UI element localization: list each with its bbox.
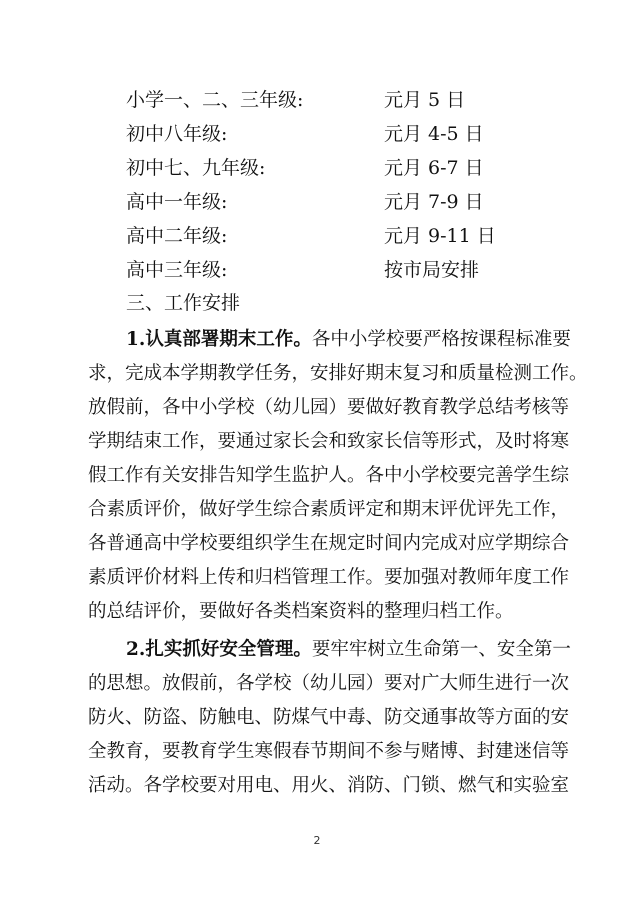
schedule-grade-label: 初中八年级: [126, 123, 228, 145]
paragraph-line [126, 323, 571, 357]
paragraph-title: 2.扎实抓好安全管理。 [126, 639, 312, 660]
paragraph-line: 假工作有关安排告知学生监护人。各中小学校要完善学生综 [88, 465, 570, 486]
page-number: 2 [313, 834, 321, 847]
schedule-date: 元月 7-9 日 [384, 191, 484, 213]
paragraph-text: 各中小学校要严格按课程标准要 [311, 329, 571, 350]
schedule-row [126, 151, 526, 185]
schedule-grade-label: 高中三年级: [126, 259, 228, 281]
paragraph-line: 学期结束工作，要通过家长会和致家长信等形式，及时将寒 [88, 431, 570, 452]
paragraph-line: 的思想。放假前，各学校（幼儿园）要对广大师生进行一次 [88, 673, 570, 694]
paragraph-line: 求，完成本学期教学任务，安排好期末复习和质量检测工作。 [88, 363, 588, 384]
schedule-date: 按市局安排 [384, 259, 480, 281]
schedule-date: 元月 4-5 日 [384, 123, 484, 145]
schedule-row [126, 117, 526, 151]
paragraph-text: 要牢牢树立生命第一、安全第一 [311, 639, 571, 660]
paragraph-title: 1.认真部署期末工作。 [126, 329, 312, 350]
schedule-grade-label: 高中二年级: [126, 225, 228, 247]
schedule-row [126, 219, 526, 253]
paragraph-line: 活动。各学校要对用电、用火、消防、门锁、燃气和实验室 [88, 775, 570, 796]
paragraph-line: 全教育，要教育学生寒假春节期间不参与赌博、封建迷信等 [88, 741, 570, 762]
paragraph-line: 放假前，各中小学校（幼儿园）要做好教育教学总结考核等 [88, 397, 570, 418]
paragraph-line: 的总结评价，要做好各类档案资料的整理归档工作。 [88, 601, 514, 622]
schedule-row [126, 185, 526, 219]
schedule-date: 元月 6-7 日 [384, 157, 484, 179]
schedule-grade-label: 高中一年级: [126, 191, 228, 213]
schedule-date: 元月 5 日 [384, 89, 466, 111]
paragraph-line: 合素质评价，做好学生综合素质评定和期末评优评先工作， [88, 499, 570, 520]
paragraph-line [126, 633, 571, 667]
schedule-row [126, 253, 526, 287]
paragraph-line: 防火、防盗、防触电、防煤气中毒、防交通事故等方面的安 [88, 707, 570, 728]
schedule-date: 元月 9-11 日 [384, 225, 496, 247]
paragraph-line: 各普通高中学校要组织学生在规定时间内完成对应学期综合 [88, 533, 570, 554]
schedule-grade-label: 小学一、二、三年级: [126, 89, 304, 111]
paragraph-line: 素质评价材料上传和归档管理工作。要加强对教师年度工作 [88, 567, 570, 588]
section-heading: 三、工作安排 [126, 292, 241, 314]
schedule-grade-label: 初中七、九年级: [126, 157, 266, 179]
schedule-row [126, 83, 526, 117]
